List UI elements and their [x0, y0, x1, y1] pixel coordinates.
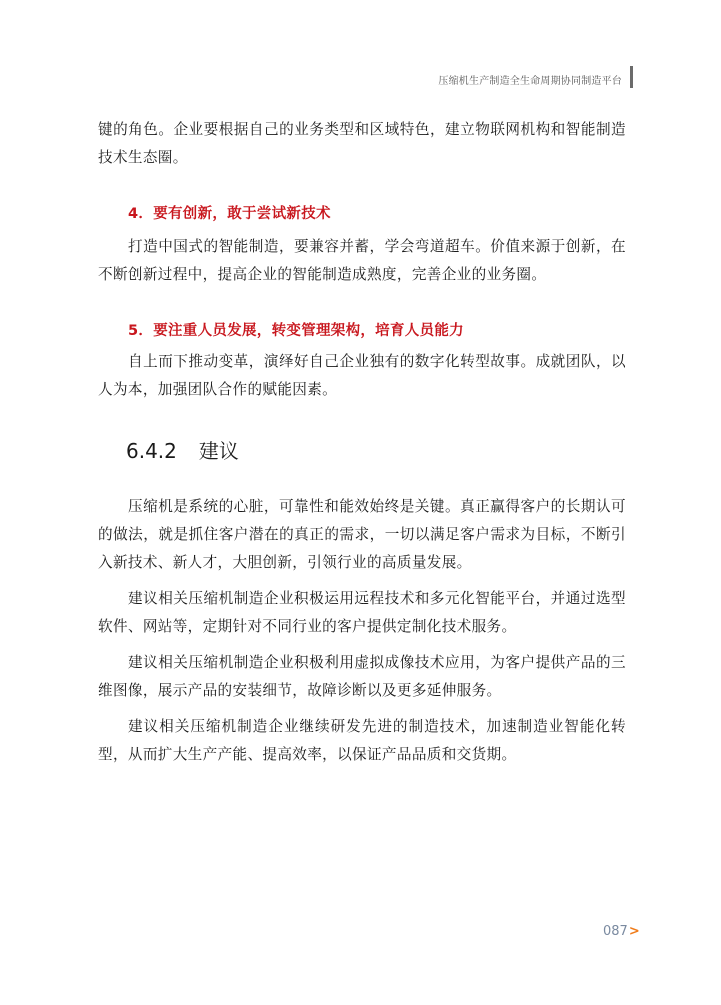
section-paragraph-3: 建议相关压缩机制造企业积极利用虚拟成像技术应用，为客户提供产品的三维图像，展示产品的安装细节，故障诊断以及更多延伸服务。 [98, 654, 626, 699]
point-5-paragraph: 自上而下推动变革，演绎好自己企业独有的数字化转型故事。成就团队，以人为本，加强团队合作的赋能因素。 [98, 353, 626, 398]
header-divider-bar [630, 66, 633, 88]
point-5-heading: 5．要注重人员发展，转变管理架构，培育人员能力 [128, 323, 464, 339]
chevron-right-icon: > [628, 924, 640, 939]
continued-paragraph: 键的角色。企业要根据自己的业务类型和区域特色，建立物联网机构和智能制造技术生态圈。 [98, 121, 626, 166]
section-paragraph-2: 建议相关压缩机制造企业积极运用远程技术和多元化智能平台，并通过选型软件、网站等，定期针对不同行业的客户提供定制化技术服务。 [98, 590, 626, 635]
running-header [438, 66, 633, 88]
section-title: 建议 [198, 439, 239, 463]
page-number-value: 087 [603, 924, 628, 939]
point-4-heading: 4．要有创新，敢于尝试新技术 [128, 206, 331, 222]
section-heading [98, 436, 626, 466]
page-number [603, 924, 640, 939]
section-paragraph-1: 压缩机是系统的心脏，可靠性和能效始终是关键。真正赢得客户的长期认可的做法，就是抓住客户潜在的真正的需求，一切以满足客户需求为目标，不断引入新技术、新人才，大胆创新，引领行业的高质量发展。 [98, 498, 626, 571]
section-number: 6.4.2 [126, 439, 177, 463]
running-header-title: 压缩机生产制造全生命周期协同制造平台 [438, 75, 622, 87]
page-body [98, 116, 626, 769]
section-paragraph-4: 建议相关压缩机制造企业继续研发先进的制造技术，加速制造业智能化转型，从而扩大生产产能、提高效率，以保证产品品质和交货期。 [98, 718, 626, 763]
point-4-paragraph: 打造中国式的智能制造，要兼容并蓄，学会弯道超车。价值来源于创新，在不断创新过程中，提高企业的智能制造成熟度，完善企业的业务圈。 [98, 238, 626, 283]
